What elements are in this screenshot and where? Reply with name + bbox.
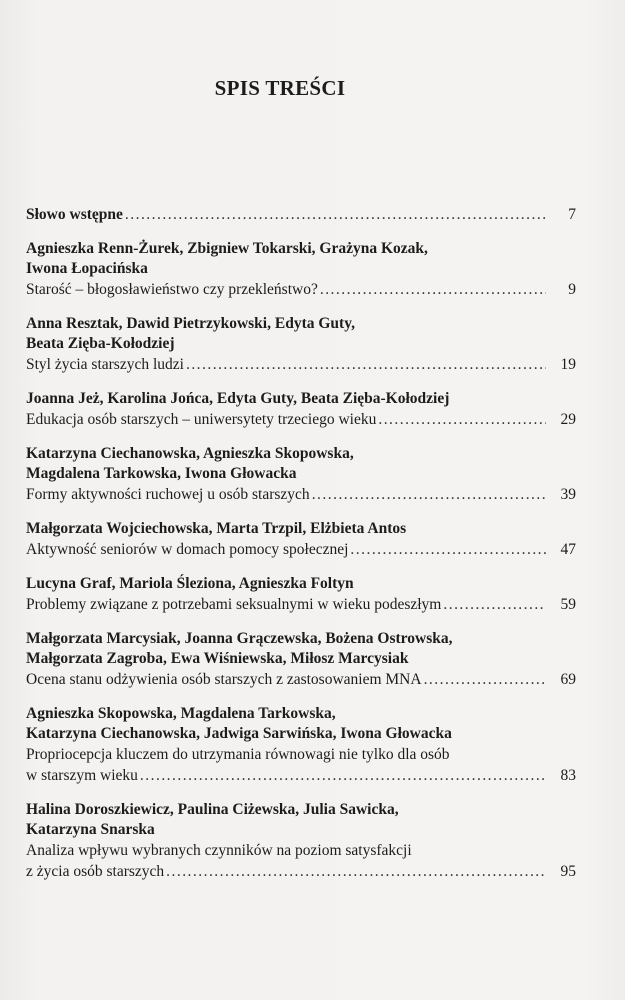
toc-page-number: 7 (568, 206, 576, 223)
author-line: Anna Resztak, Dawid Pietrzykowski, Edyta Guty, (26, 315, 355, 332)
toc-entry (26, 314, 576, 375)
dot-leader (320, 279, 546, 300)
toc-entry-authors (26, 574, 576, 594)
toc-entry-authors (26, 389, 576, 409)
author-line: Beata Zięba-Kołodziej (26, 335, 175, 352)
author-line: Katarzyna Ciechanowska, Agnieszka Skopowska, (26, 445, 354, 462)
toc-entry-title: Aktywność seniorów w domach pomocy społecznej (26, 541, 349, 558)
author-line: Agnieszka Renn-Żurek, Zbigniew Tokarski, Grażyna Kozak, (26, 240, 428, 257)
toc-entry-title: Problemy związane z potrzebami seksualnymi w wieku podeszłym (26, 596, 442, 613)
toc-entry-title: Styl życia starszych ludzi (26, 356, 184, 373)
toc-page-number: 47 (560, 541, 576, 558)
toc-entries (26, 239, 576, 882)
author-line: Małgorzata Marcysiak, Joanna Grączewska, Bożena Ostrowska, (26, 630, 453, 647)
author-line: Halina Doroszkiewicz, Paulina Ciżewska, Julia Sawicka, (26, 801, 399, 818)
author-line: Iwona Łopacińska (26, 260, 148, 277)
toc-entry (26, 444, 576, 505)
toc-line (26, 484, 576, 505)
toc-entry-title-line: Propriocepcja kluczem do utrzymania równowagi nie tylko dla osób (26, 746, 450, 763)
toc-page-number: 95 (560, 863, 576, 880)
toc-entry-authors (26, 629, 576, 669)
author-line: Małgorzata Wojciechowska, Marta Trzpil, Elżbieta Antos (26, 520, 407, 537)
toc-entry-authors (26, 314, 576, 354)
toc-line (26, 539, 576, 560)
toc-entry-authors (26, 444, 576, 484)
toc-entry-title: z życia osób starszych (26, 863, 165, 880)
toc-entry-title: w starszym wieku (26, 767, 138, 784)
toc-page-number: 69 (560, 671, 576, 688)
author-line: Katarzyna Ciechanowska, Jadwiga Sarwińska, Iwona Głowacka (26, 725, 452, 742)
toc-entry (26, 704, 576, 786)
toc-line (26, 594, 576, 615)
author-line: Magdalena Tarkowska, Iwona Głowacka (26, 465, 297, 482)
author-line: Joanna Jeż, Karolina Jońca, Edyta Guty, Beata Zięba-Kołodziej (26, 390, 450, 407)
toc-page-number: 19 (560, 356, 576, 373)
dot-leader (125, 204, 546, 225)
dot-leader (166, 861, 546, 882)
dot-leader (312, 484, 546, 505)
toc-entry (26, 239, 576, 300)
toc-line (26, 669, 576, 690)
toc-entry-authors (26, 239, 576, 279)
toc-page-number: 9 (568, 281, 576, 298)
author-line: Lucyna Graf, Mariola Śleziona, Agnieszka Foltyn (26, 575, 354, 592)
author-line: Małgorzata Zagroba, Ewa Wiśniewska, Miłosz Marcysiak (26, 650, 409, 667)
toc-page-number: 83 (560, 767, 576, 784)
toc-line (26, 861, 576, 882)
toc-entry (26, 389, 576, 430)
toc-entry (26, 800, 576, 882)
toc-intro-entry (26, 204, 576, 225)
toc-entry-title: Ocena stanu odżywienia osób starszych z zastosowaniem MNA (26, 671, 422, 688)
toc-page-number: 39 (560, 486, 576, 503)
toc-line (26, 354, 576, 375)
author-line: Katarzyna Snarska (26, 821, 155, 838)
toc-page-number: 29 (560, 411, 576, 428)
table-of-contents (26, 204, 576, 896)
toc-entry-authors (26, 519, 576, 539)
dot-leader (140, 765, 546, 786)
toc-entry-authors (26, 800, 576, 840)
toc-entry-authors (26, 704, 576, 744)
author-line: Agnieszka Skopowska, Magdalena Tarkowska, (26, 705, 336, 722)
dot-leader (350, 539, 546, 560)
toc-entry-title: Starość – błogosławieństwo czy przekleństwo? (26, 281, 318, 298)
toc-entry-title: Słowo wstępne (26, 206, 123, 223)
toc-entry-title-line: Analiza wpływu wybranych czynników na poziom satysfakcji (26, 842, 412, 859)
toc-entry (26, 629, 576, 690)
toc-entry-title: Formy aktywności ruchowej u osób starszych (26, 486, 310, 503)
toc-page-number: 59 (560, 596, 576, 613)
dot-leader (186, 354, 546, 375)
toc-line (26, 409, 576, 430)
toc-entry-title: Edukacja osób starszych – uniwersytety trzeciego wieku (26, 411, 377, 428)
toc-entry (26, 574, 576, 615)
toc-line (26, 204, 576, 225)
dot-leader (424, 669, 546, 690)
toc-line (26, 765, 576, 786)
toc-entry (26, 519, 576, 560)
dot-leader (378, 409, 546, 430)
page-title: SPIS TREŚCI (214, 76, 346, 100)
dot-leader (443, 594, 546, 615)
toc-line (26, 279, 576, 300)
